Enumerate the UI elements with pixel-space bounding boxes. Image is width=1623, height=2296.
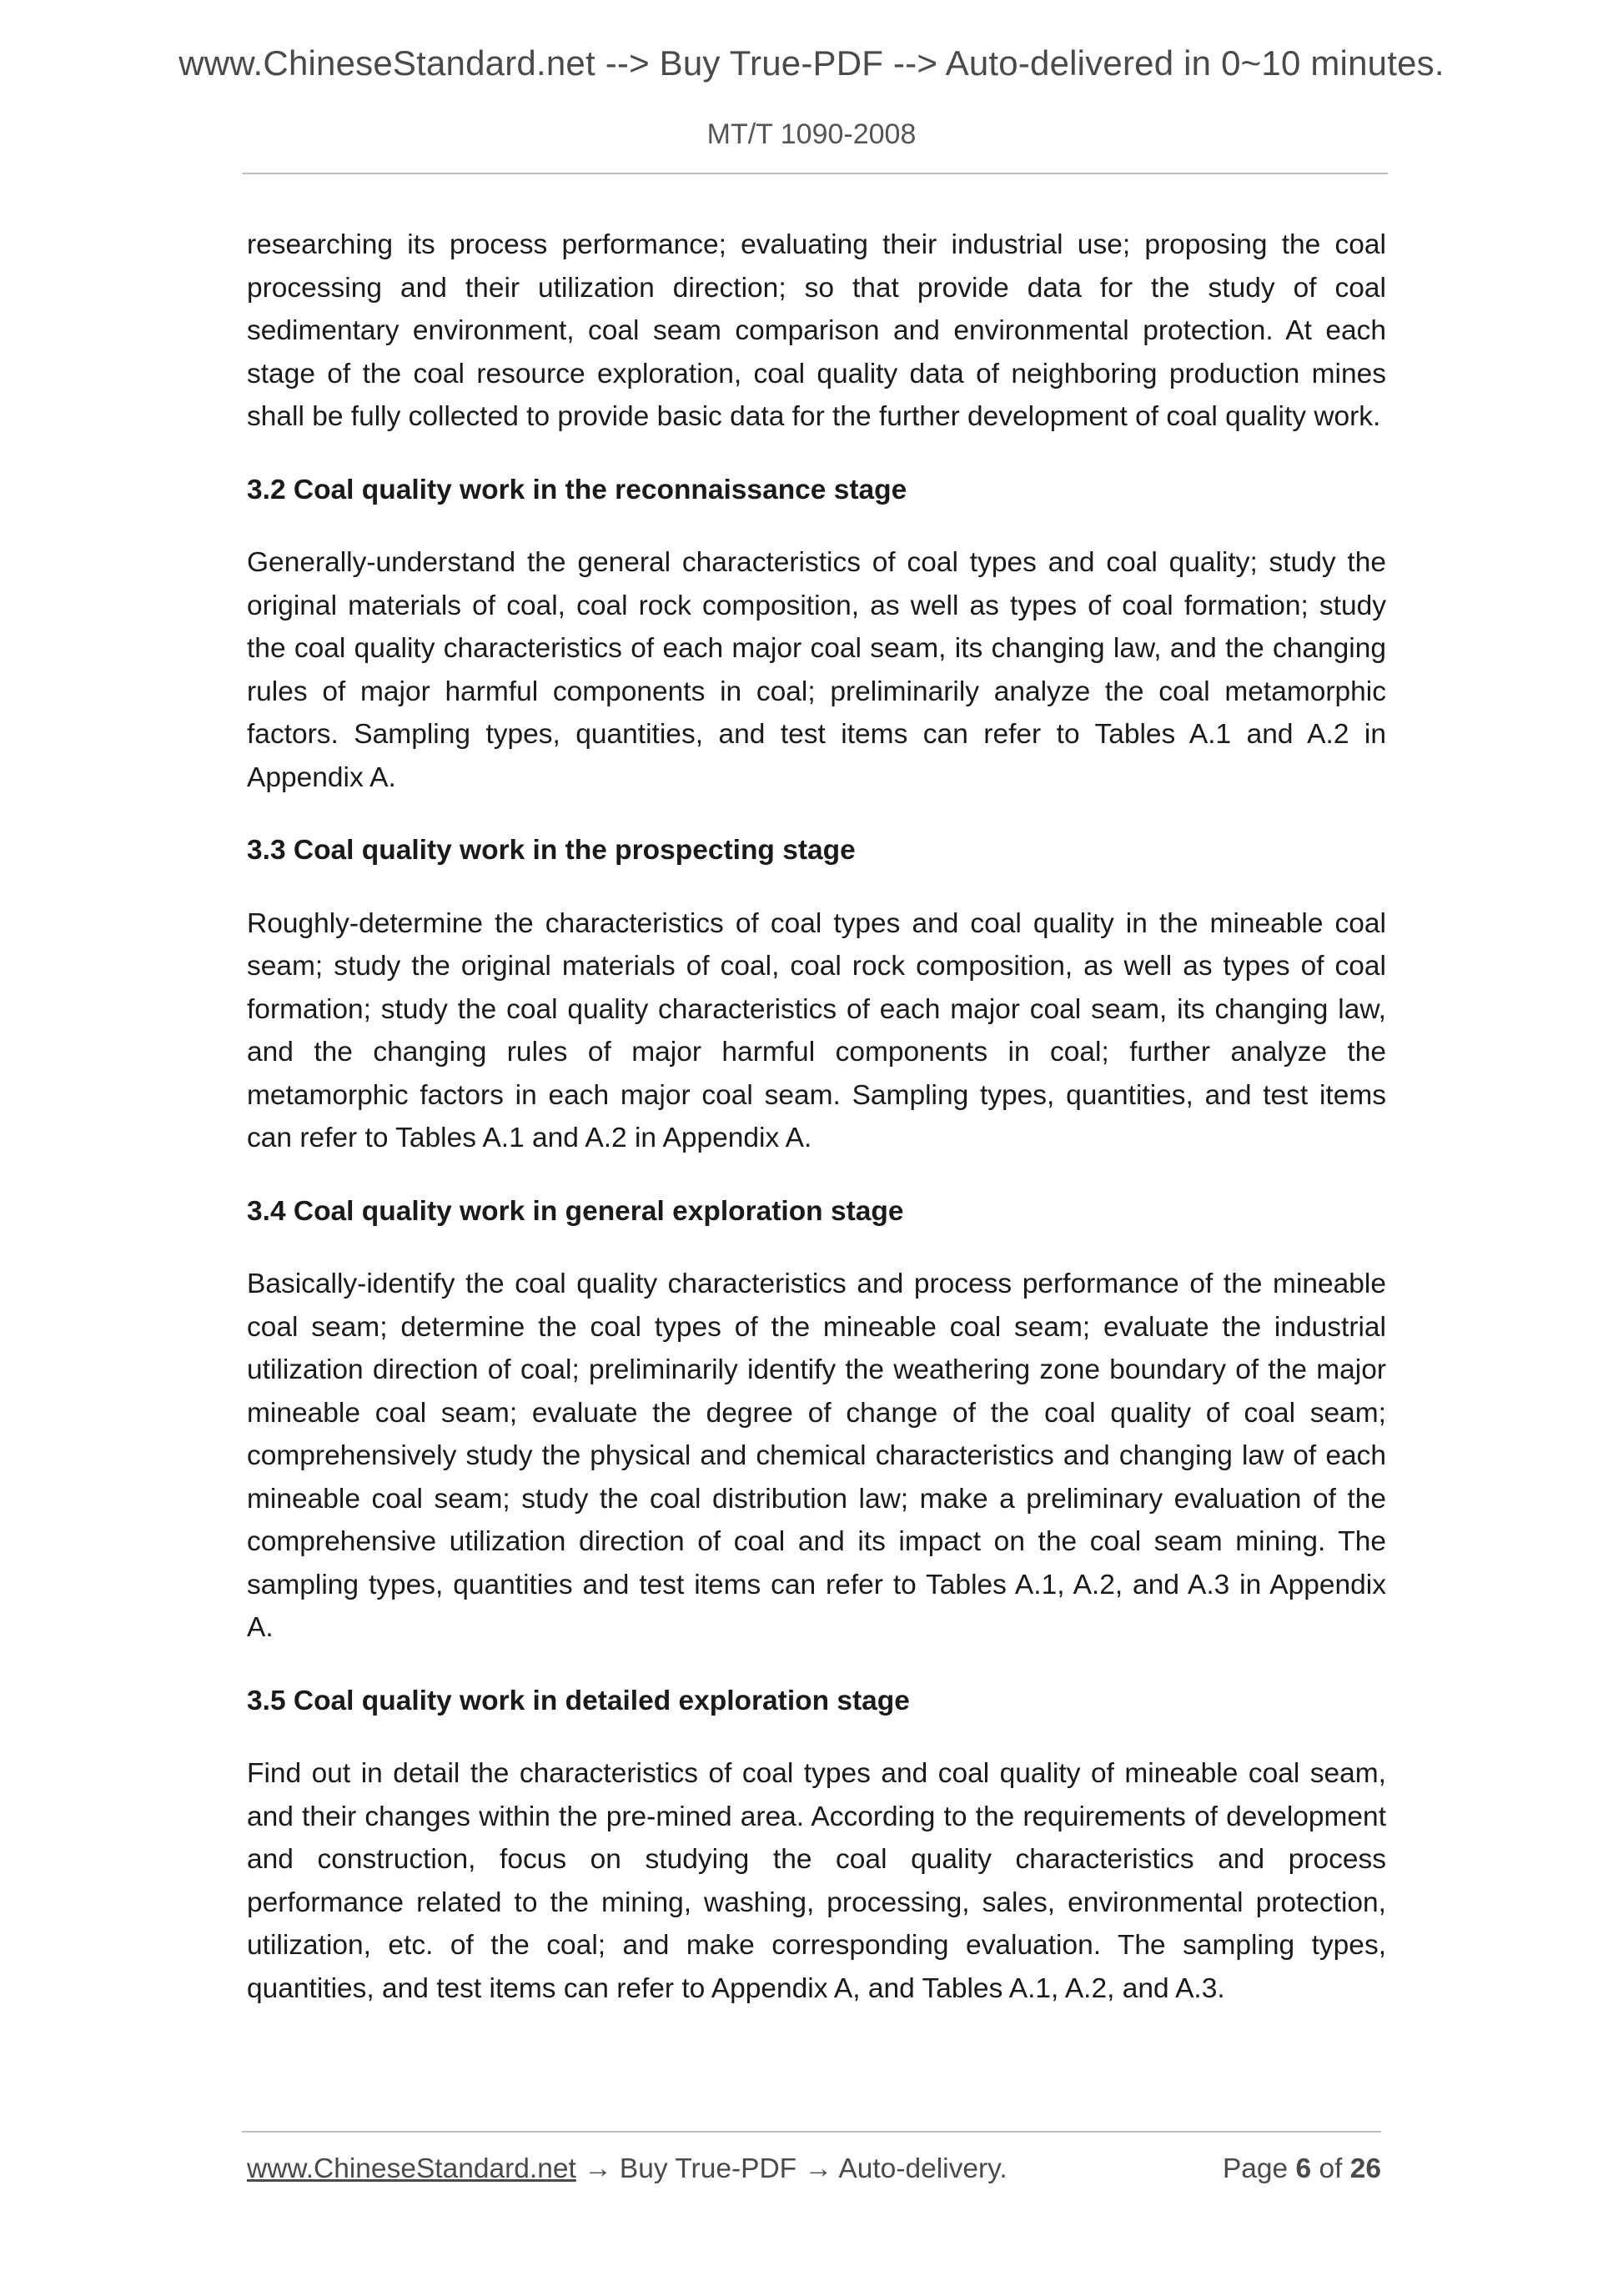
section-heading-3-3: 3.3 Coal quality work in the prospecting stage	[247, 835, 856, 866]
intro-paragraph: researching its process performance; evaluating their industrial use; proposing the coal processing and their utilization direction; so that provide data for the study of coal sedimentary environment, coal seam comparison and environmental protection. At each stage of the coal resource exploration, coal quality data of neighboring production mines shall be fully collected to provide basic data for the further development of coal quality work.	[247, 229, 1386, 432]
footer-site-link[interactable]: www.ChineseStandard.net	[247, 2153, 576, 2184]
section-paragraph-3-2: Generally-understand the general characteristics of coal types and coal quality; study the original materials of coal, coal rock composition, as well as types of coal formation; study the coal quality characteristics of each major coal seam, its changing law, and the changing rules of major harmful components in coal; preliminarily analyze the coal metamorphic factors. Sampling types, quantities, and test items can refer to Tables A.1 and A.2 in Appendix A.	[247, 547, 1386, 793]
section-heading-3-2: 3.2 Coal quality work in the reconnaissance stage	[247, 474, 907, 505]
top-banner: www.ChineseStandard.net --> Buy True-PDF --> Auto-delivered in 0~10 minutes.	[178, 43, 1445, 83]
footer-promo-text: → Buy True-PDF → Auto-delivery.	[575, 2153, 1007, 2184]
section-paragraph-3-3: Roughly-determine the characteristics of coal types and coal quality in the mineable coal seam; study the original materials of coal, coal rock composition, as well as types of coal formation; study the coal quality characteristics of each major coal seam, its changing law, and the changing rules of major harmful components in coal; further analyze the metamorphic factors in each major coal seam. Sampling types, quantities, and test items can refer to Tables A.1 and A.2 in Appendix A.	[247, 907, 1386, 1153]
page-number	[1223, 2153, 1381, 2185]
page-current: 6	[1295, 2153, 1312, 2184]
section-paragraph-3-4: Basically-identify the coal quality characteristics and process performance of the mineable coal seam; determine the coal types of the mineable coal seam; evaluate the industrial utilization direction of coal; preliminarily identify the weathering zone boundary of the major mineable coal seam; evaluate the degree of change of the coal quality of coal seam; comprehensively study the physical and chemical characteristics and changing law of each mineable coal seam; study the coal distribution law; make a preliminary evaluation of the comprehensive utilization direction of coal and its impact on the coal seam mining. The sampling types, quantities and test items can refer to Tables A.1, A.2, and A.3 in Appendix A.	[247, 1269, 1386, 1643]
section-heading-3-5: 3.5 Coal quality work in detailed exploration stage	[247, 1685, 910, 1716]
page-total: 26	[1349, 2153, 1381, 2184]
document-code: MT/T 1090-2008	[706, 118, 917, 150]
section-paragraph-3-5: Find out in detail the characteristics of coal types and coal quality of mineable coal seam, and their changes within the pre-mined area. According to the requirements of development and construction, focus on studying the coal quality characteristics and process performance related to the mining, washing, processing, sales, environmental protection, utilization, etc. of the coal; and make corresponding evaluation. The sampling types, quantities, and test items can refer to Appendix A, and Tables A.1, A.2, and A.3.	[247, 1758, 1386, 2004]
page-of-label: of	[1319, 2153, 1343, 2184]
header-divider	[242, 173, 1388, 174]
footer-promo	[247, 2153, 1007, 2185]
page-label: Page	[1222, 2153, 1289, 2184]
document-body	[247, 224, 1386, 2040]
section-heading-3-4: 3.4 Coal quality work in general exploration stage	[247, 1195, 904, 1227]
footer-divider	[242, 2131, 1381, 2133]
